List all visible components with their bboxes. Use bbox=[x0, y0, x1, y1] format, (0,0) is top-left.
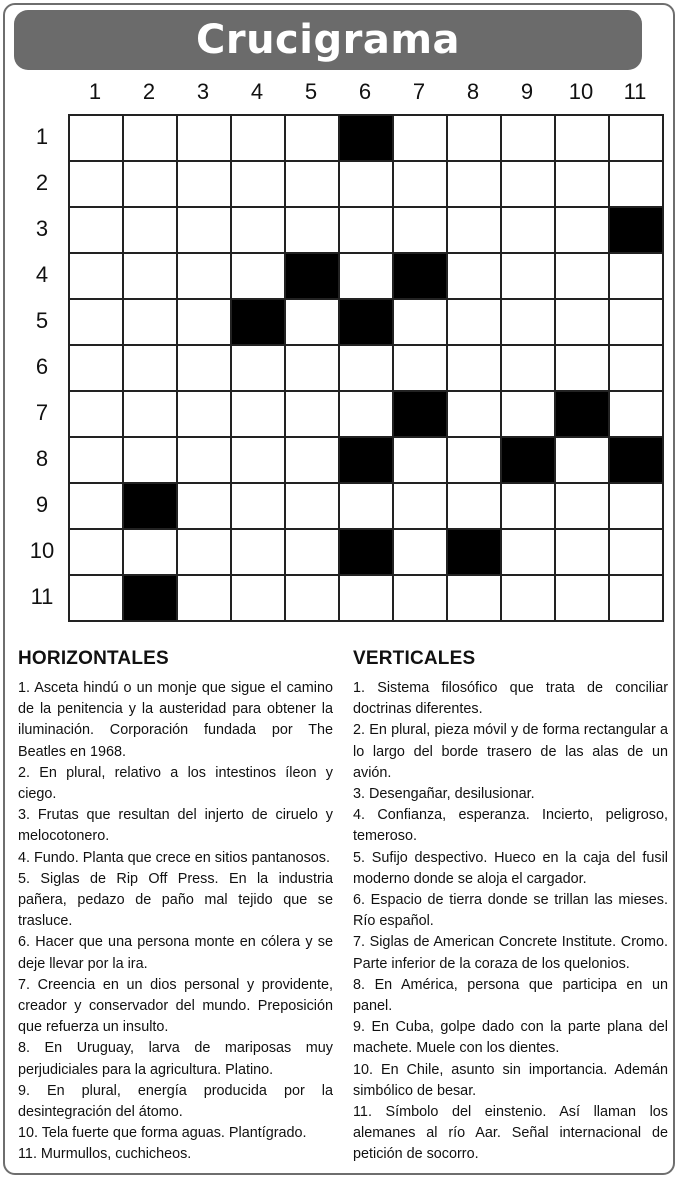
column-number: 7 bbox=[412, 79, 426, 104]
grid-cell[interactable] bbox=[448, 346, 502, 392]
grid-cell[interactable] bbox=[286, 392, 340, 438]
grid-cell[interactable] bbox=[394, 208, 448, 254]
grid-cell[interactable] bbox=[124, 438, 178, 484]
column-number: 1 bbox=[88, 79, 102, 104]
row-number: 6 bbox=[35, 354, 49, 379]
clue-item: 8. En América, persona que participa en un panel. bbox=[353, 976, 668, 1015]
grid-cell[interactable] bbox=[178, 300, 232, 346]
black-cell bbox=[394, 392, 448, 438]
black-cell bbox=[232, 300, 286, 346]
grid-cell[interactable] bbox=[232, 484, 286, 530]
clue-item: 4. Fundo. Planta que crece en sitios pantanosos. bbox=[18, 849, 330, 866]
grid-cell[interactable] bbox=[178, 254, 232, 300]
grid-cell[interactable] bbox=[556, 438, 610, 484]
black-cell bbox=[394, 254, 448, 300]
grid-cell[interactable] bbox=[340, 208, 394, 254]
clue-item: 3. Desengañar, desilusionar. bbox=[353, 786, 535, 803]
grid-cell[interactable] bbox=[556, 484, 610, 530]
grid-cell[interactable] bbox=[178, 530, 232, 576]
clue-item: 4. Confianza, esperanza. Incierto, peligroso, temeroso. bbox=[353, 807, 668, 845]
grid-cell[interactable] bbox=[70, 300, 124, 346]
grid-cell[interactable] bbox=[70, 346, 124, 392]
grid-cell[interactable] bbox=[394, 530, 448, 576]
grid-cell[interactable] bbox=[232, 438, 286, 484]
clue-item: 10. Tela fuerte que forma aguas. Plantígrado. bbox=[18, 1125, 307, 1142]
clue-item: 1. Asceta hindú o un monje que sigue el camino de la penitencia y la austeridad para obtener la iluminación. Corporación fundada por The Beatles en 1968. bbox=[18, 680, 333, 760]
grid-cell[interactable] bbox=[178, 438, 232, 484]
grid-cell[interactable] bbox=[70, 162, 124, 208]
black-cell bbox=[286, 254, 340, 300]
grid-cell[interactable] bbox=[502, 208, 556, 254]
column-number: 2 bbox=[142, 79, 156, 104]
grid-cell[interactable] bbox=[124, 300, 178, 346]
column-number: 10 bbox=[568, 79, 594, 104]
grid-cell[interactable] bbox=[70, 576, 124, 622]
row-number: 3 bbox=[35, 216, 49, 241]
grid-cell[interactable] bbox=[340, 392, 394, 438]
grid-cell[interactable] bbox=[448, 484, 502, 530]
grid-cell[interactable] bbox=[232, 162, 286, 208]
grid-cell[interactable] bbox=[124, 254, 178, 300]
grid-cell[interactable] bbox=[286, 438, 340, 484]
grid-cell[interactable] bbox=[124, 116, 178, 162]
black-cell bbox=[610, 208, 664, 254]
grid-cell[interactable] bbox=[394, 346, 448, 392]
grid-cell[interactable] bbox=[178, 392, 232, 438]
grid-cell[interactable] bbox=[556, 208, 610, 254]
grid-cell[interactable] bbox=[556, 162, 610, 208]
grid-cell[interactable] bbox=[610, 162, 664, 208]
grid-cell[interactable] bbox=[394, 300, 448, 346]
down-clues bbox=[353, 648, 668, 1166]
clue-item: 3. Frutas que resultan del injerto de ciruelo y melocotonero. bbox=[18, 807, 333, 845]
row-number: 10 bbox=[29, 538, 55, 563]
grid-cell[interactable] bbox=[448, 254, 502, 300]
grid-cell[interactable] bbox=[394, 438, 448, 484]
across-heading: HORIZONTALES bbox=[18, 648, 169, 669]
grid-cell[interactable] bbox=[232, 576, 286, 622]
black-cell bbox=[340, 438, 394, 484]
clue-item: 9. En plural, energía producida por la desintegración del átomo. bbox=[18, 1082, 333, 1121]
grid-cell[interactable] bbox=[340, 254, 394, 300]
clue-item: 2. En plural, pieza móvil y de forma rectangular a lo largo del borde trasero de las alas de un avión. bbox=[353, 722, 668, 781]
across-clues bbox=[18, 648, 333, 1166]
black-cell bbox=[448, 530, 502, 576]
grid-cell[interactable] bbox=[610, 392, 664, 438]
clue-item: 11. Murmullos, cuchicheos. bbox=[18, 1146, 192, 1163]
grid-cell[interactable] bbox=[70, 392, 124, 438]
grid-cell[interactable] bbox=[124, 162, 178, 208]
crossword-grid bbox=[68, 114, 664, 622]
page-title: Crucigrama bbox=[195, 17, 460, 63]
grid-cell[interactable] bbox=[556, 530, 610, 576]
down-heading: VERTICALES bbox=[353, 648, 476, 669]
clue-item: 10. En Chile, asunto sin importancia. Ademán simbólico de besar. bbox=[353, 1061, 668, 1099]
grid-cell[interactable] bbox=[394, 116, 448, 162]
clue-item: 7. Creencia en un dios personal y providente, creador y conservador del mundo. Preposición que refuerza un insulto. bbox=[18, 976, 333, 1036]
grid-cell[interactable] bbox=[178, 346, 232, 392]
grid-cell[interactable] bbox=[502, 392, 556, 438]
grid-cell[interactable] bbox=[502, 300, 556, 346]
column-number: 5 bbox=[304, 79, 318, 104]
grid-cell[interactable] bbox=[124, 346, 178, 392]
grid-cell[interactable] bbox=[556, 254, 610, 300]
column-number: 6 bbox=[358, 79, 372, 104]
row-number: 2 bbox=[35, 170, 49, 195]
grid-cell[interactable] bbox=[70, 254, 124, 300]
row-numbers bbox=[22, 114, 62, 620]
grid-cell[interactable] bbox=[502, 162, 556, 208]
grid-cell[interactable] bbox=[610, 484, 664, 530]
grid-cell[interactable] bbox=[232, 346, 286, 392]
grid-cell[interactable] bbox=[502, 484, 556, 530]
grid-cell[interactable] bbox=[610, 576, 664, 622]
clue-item: 9. En Cuba, golpe dado con la parte plana del machete. Muele con los dientes. bbox=[353, 1019, 668, 1057]
row-number: 11 bbox=[30, 584, 54, 609]
grid-cell[interactable] bbox=[232, 254, 286, 300]
black-cell bbox=[124, 576, 178, 622]
grid-cell[interactable] bbox=[178, 576, 232, 622]
grid-cell[interactable] bbox=[448, 208, 502, 254]
grid-cell[interactable] bbox=[448, 300, 502, 346]
grid-cell[interactable] bbox=[340, 346, 394, 392]
grid-cell[interactable] bbox=[286, 484, 340, 530]
grid-cell[interactable] bbox=[610, 530, 664, 576]
grid-cell[interactable] bbox=[556, 116, 610, 162]
grid-cell[interactable] bbox=[124, 392, 178, 438]
grid-cell[interactable] bbox=[124, 208, 178, 254]
clue-item: 5. Sufijo despectivo. Hueco en la caja del fusil moderno donde se aloja el cargador. bbox=[353, 849, 668, 887]
row-number: 1 bbox=[35, 124, 49, 149]
grid-cell[interactable] bbox=[178, 484, 232, 530]
column-number: 8 bbox=[466, 79, 480, 104]
grid-cell[interactable] bbox=[502, 346, 556, 392]
grid-cell[interactable] bbox=[502, 254, 556, 300]
column-number: 4 bbox=[250, 79, 264, 104]
grid-cell[interactable] bbox=[556, 576, 610, 622]
grid-cell[interactable] bbox=[394, 162, 448, 208]
grid-cell[interactable] bbox=[448, 576, 502, 622]
grid-cell[interactable] bbox=[70, 484, 124, 530]
grid-cell[interactable] bbox=[124, 530, 178, 576]
grid-cell[interactable] bbox=[70, 530, 124, 576]
black-cell bbox=[124, 484, 178, 530]
grid-cell[interactable] bbox=[502, 530, 556, 576]
grid-cell[interactable] bbox=[610, 254, 664, 300]
clue-item: 6. Espacio de tierra donde se trillan las mieses. Río español. bbox=[353, 892, 668, 930]
row-number: 4 bbox=[35, 262, 49, 287]
grid-cell[interactable] bbox=[178, 162, 232, 208]
black-cell bbox=[340, 116, 394, 162]
grid-cell[interactable] bbox=[286, 346, 340, 392]
row-number: 9 bbox=[35, 492, 49, 517]
black-cell bbox=[610, 438, 664, 484]
grid-cell[interactable] bbox=[286, 116, 340, 162]
column-number: 11 bbox=[623, 79, 647, 104]
grid-cell[interactable] bbox=[556, 346, 610, 392]
grid-cell[interactable] bbox=[232, 392, 286, 438]
grid-cell[interactable] bbox=[448, 162, 502, 208]
black-cell bbox=[556, 392, 610, 438]
clue-item: 6. Hacer que una persona monte en cólera y se deje llevar por la ira. bbox=[18, 934, 333, 972]
grid-cell[interactable] bbox=[70, 438, 124, 484]
clue-item: 8. En Uruguay, larva de mariposas muy perjudiciales para la agricultura. Platino. bbox=[18, 1040, 333, 1078]
row-number: 7 bbox=[35, 400, 49, 425]
grid-cell[interactable] bbox=[286, 530, 340, 576]
grid-cell[interactable] bbox=[394, 576, 448, 622]
down-clue-list bbox=[353, 678, 668, 1166]
black-cell bbox=[340, 300, 394, 346]
grid-cell[interactable] bbox=[610, 116, 664, 162]
grid-cell[interactable] bbox=[448, 116, 502, 162]
grid-cell[interactable] bbox=[178, 116, 232, 162]
grid-cell[interactable] bbox=[448, 438, 502, 484]
row-number: 8 bbox=[35, 446, 49, 471]
grid-cell[interactable] bbox=[286, 300, 340, 346]
grid-cell[interactable] bbox=[232, 530, 286, 576]
black-cell bbox=[502, 438, 556, 484]
grid-cell[interactable] bbox=[232, 208, 286, 254]
clue-item: 1. Sistema filosófico que trata de conciliar doctrinas diferentes. bbox=[353, 680, 668, 718]
grid-cell[interactable] bbox=[286, 576, 340, 622]
grid-cell[interactable] bbox=[502, 576, 556, 622]
grid-cell[interactable] bbox=[556, 300, 610, 346]
grid-cell[interactable] bbox=[232, 116, 286, 162]
grid-cell[interactable] bbox=[70, 208, 124, 254]
title-banner bbox=[14, 10, 642, 70]
grid-cell[interactable] bbox=[502, 116, 556, 162]
grid-cell[interactable] bbox=[610, 300, 664, 346]
column-number: 3 bbox=[196, 79, 210, 104]
grid-cell[interactable] bbox=[610, 346, 664, 392]
column-numbers bbox=[68, 78, 662, 106]
column-number: 9 bbox=[520, 79, 534, 104]
grid-cell[interactable] bbox=[394, 484, 448, 530]
grid-cell[interactable] bbox=[340, 576, 394, 622]
clue-item: 11. Símbolo del einstenio. Así llaman los alemanes al río Aar. Señal internacional de petición de socorro. bbox=[353, 1104, 668, 1163]
row-number: 5 bbox=[35, 308, 49, 333]
clue-item: 7. Siglas de American Concrete Institute. Cromo. Parte inferior de la coraza de los quelonios. bbox=[353, 934, 668, 972]
grid-cell[interactable] bbox=[286, 162, 340, 208]
grid-cell[interactable] bbox=[340, 484, 394, 530]
clue-item: 2. En plural, relativo a los intestinos íleon y ciego. bbox=[18, 764, 333, 803]
grid-cell[interactable] bbox=[178, 208, 232, 254]
grid-cell[interactable] bbox=[70, 116, 124, 162]
black-cell bbox=[340, 530, 394, 576]
grid-cell[interactable] bbox=[340, 162, 394, 208]
across-clue-list bbox=[18, 678, 333, 1166]
grid-cell[interactable] bbox=[448, 392, 502, 438]
clue-item: 5. Siglas de Rip Off Press. En la industria pañera, pedazo de paño mal tejido que se trasluce. bbox=[18, 870, 333, 930]
grid-cell[interactable] bbox=[286, 208, 340, 254]
